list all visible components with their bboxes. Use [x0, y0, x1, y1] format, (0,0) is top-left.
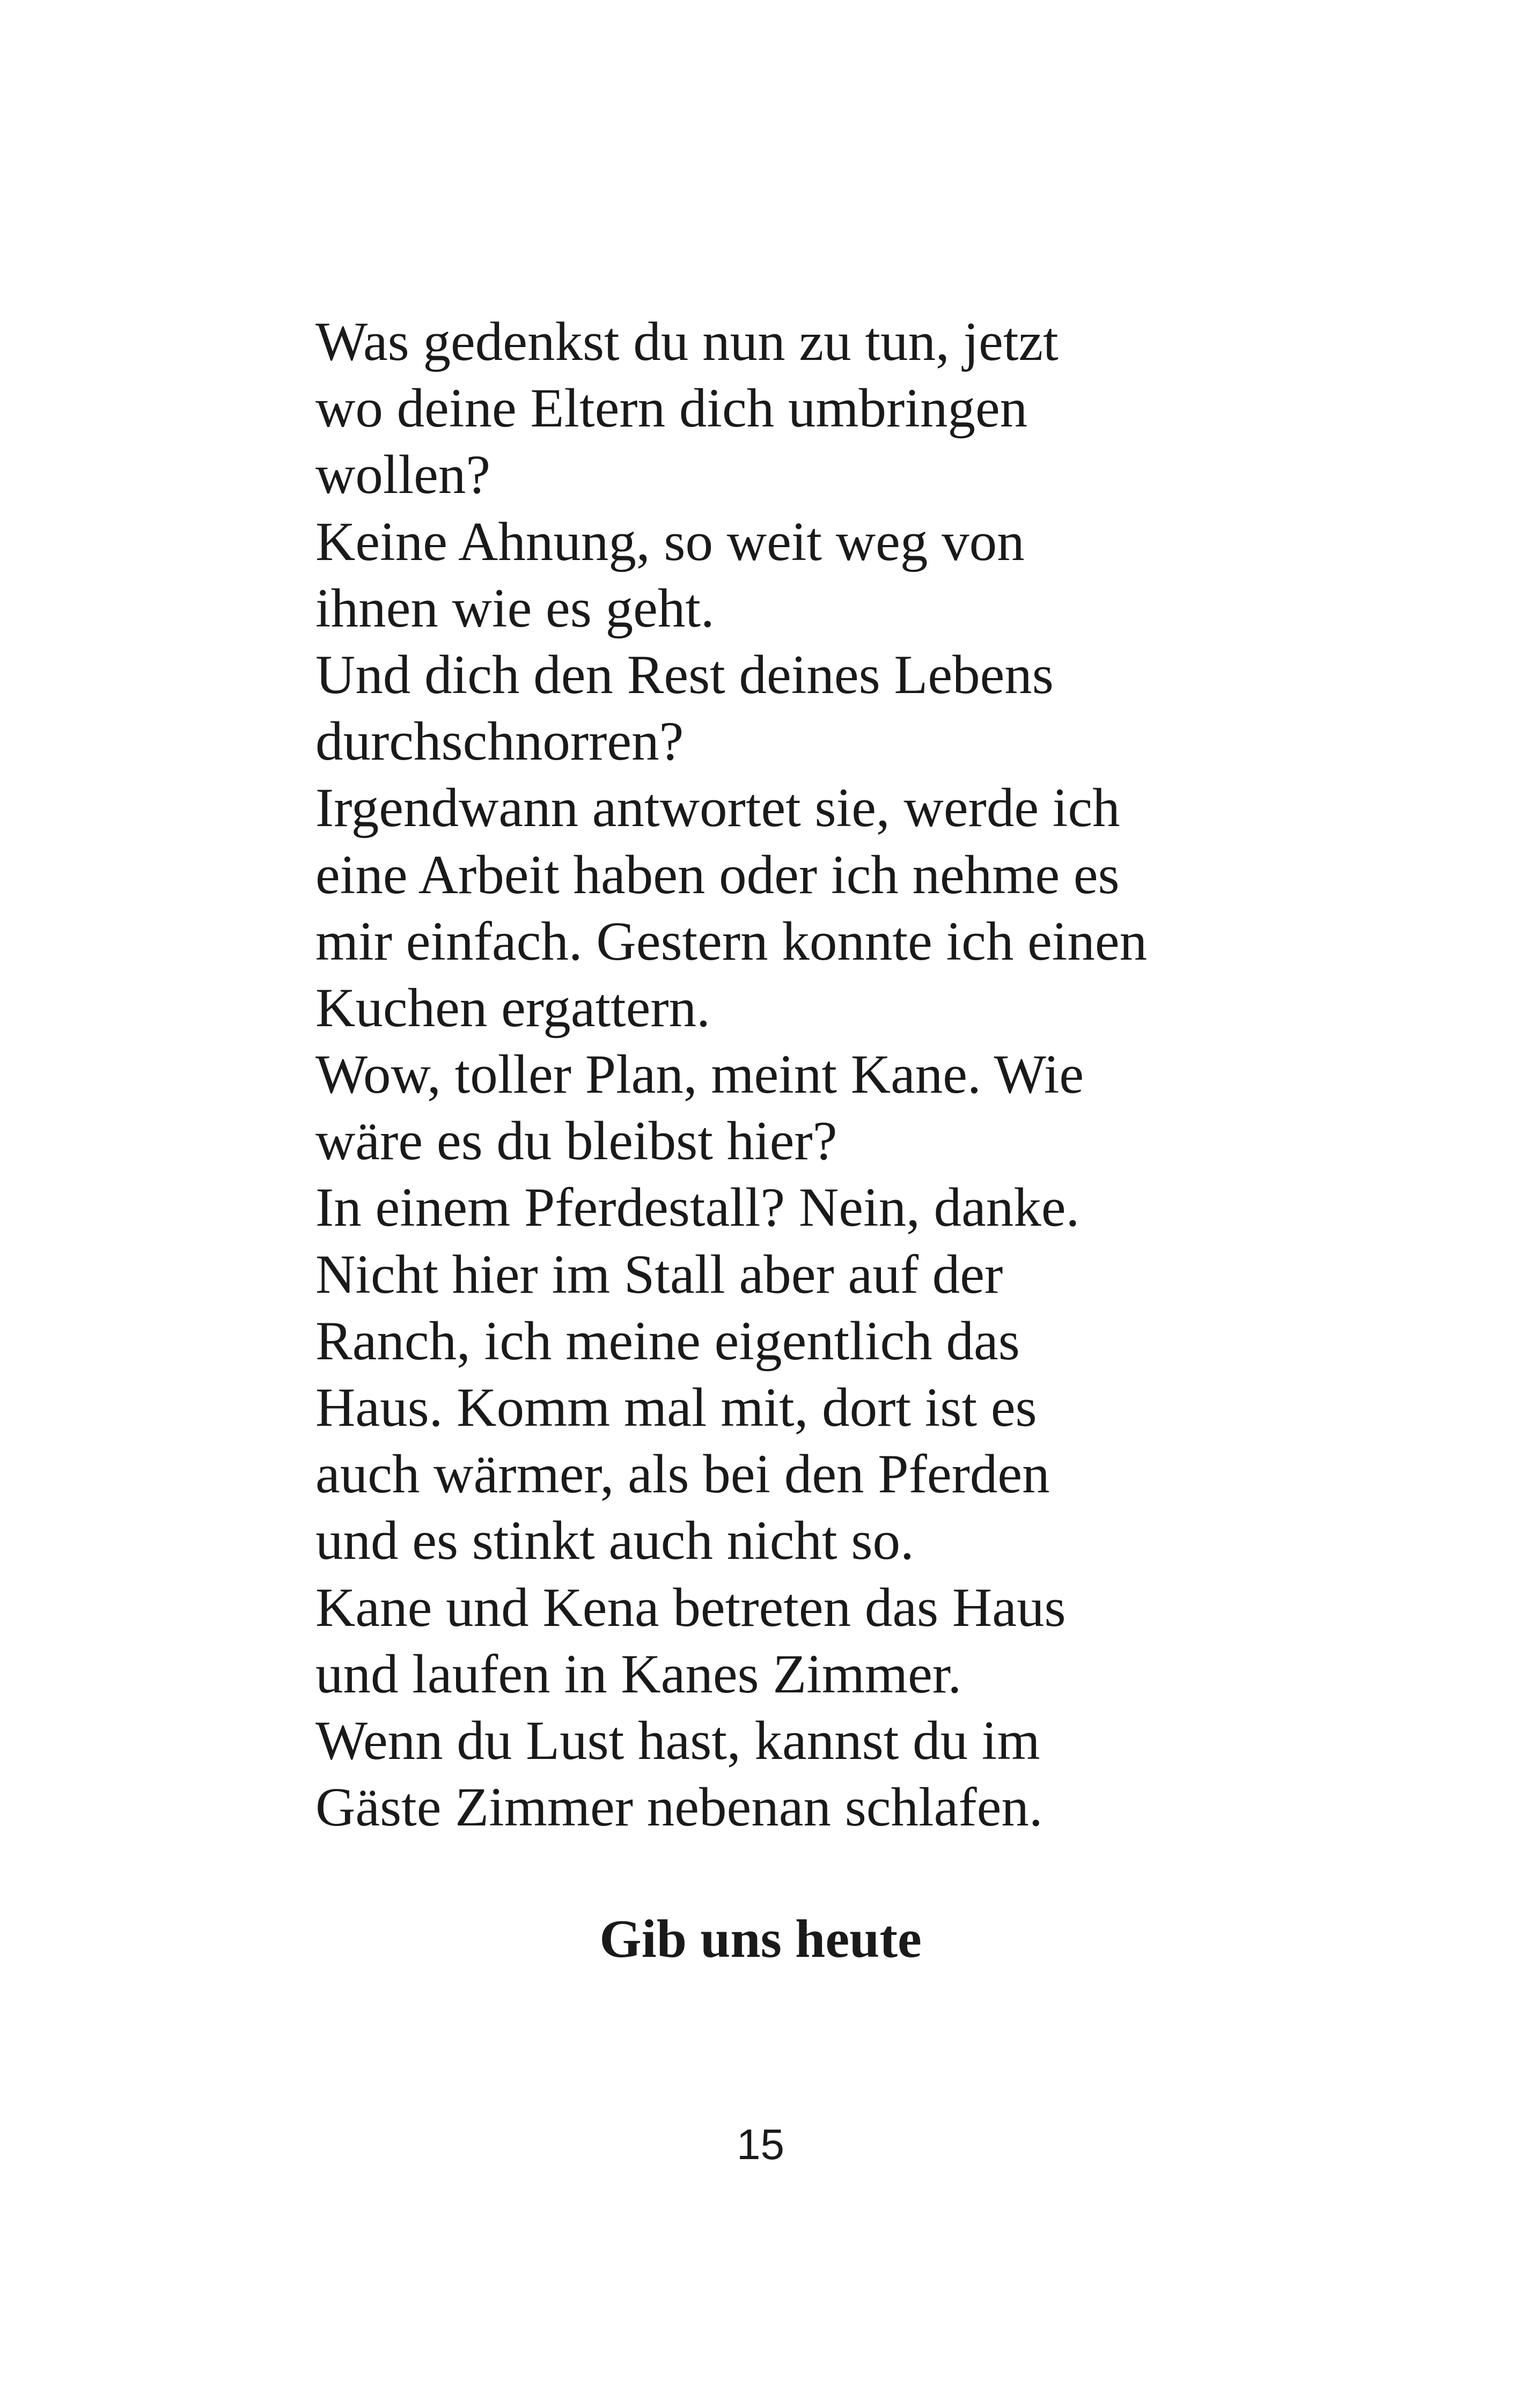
- text-line: Kuchen ergattern.: [315, 977, 710, 1039]
- text-line: In einem Pferdestall? Nein, danke.: [315, 1177, 1080, 1239]
- text-line: wollen?: [315, 444, 491, 506]
- text-line: eine Arbeit haben oder ich nehme es: [315, 844, 1120, 905]
- text-line: Ranch, ich meine eigentlich das: [315, 1310, 1020, 1372]
- text-line: Und dich den Rest deines Lebens: [315, 644, 1054, 705]
- text-line: ihnen wie es geht.: [315, 577, 715, 639]
- text-line: Keine Ahnung, so weit weg von: [315, 511, 1025, 572]
- text-line: wo deine Eltern dich umbringen: [315, 378, 1028, 439]
- text-line: Irgendwann antwortet sie, werde ich: [315, 777, 1120, 839]
- page-number: 15: [737, 2120, 784, 2168]
- text-line: und laufen in Kanes Zimmer.: [315, 1643, 962, 1705]
- text-line: Gäste Zimmer nebenan schlafen.: [315, 1777, 1043, 1838]
- text-line: Nicht hier im Stall aber auf der: [315, 1243, 1003, 1305]
- text-line: Haus. Komm mal mit, dort ist es: [315, 1377, 1037, 1438]
- body-text: [315, 308, 1335, 1840]
- text-line: Wenn du Lust hast, kannst du im: [315, 1710, 1040, 1771]
- text-line: Was gedenkst du nun zu tun, jetzt: [315, 311, 1059, 372]
- text-line: durchschnorren?: [315, 711, 684, 772]
- text-line: Wow, toller Plan, meint Kane. Wie: [315, 1044, 1084, 1106]
- text-line: wäre es du bleibst hier?: [315, 1110, 837, 1172]
- text-line: auch wärmer, als bei den Pferden: [315, 1444, 1050, 1505]
- chapter-heading: Gib uns heute: [599, 1909, 922, 1969]
- text-line: und es stinkt auch nicht so.: [315, 1510, 914, 1572]
- text-line: Kane und Kena betreten das Haus: [315, 1577, 1066, 1638]
- text-line: mir einfach. Gestern konnte ich einen: [315, 910, 1148, 972]
